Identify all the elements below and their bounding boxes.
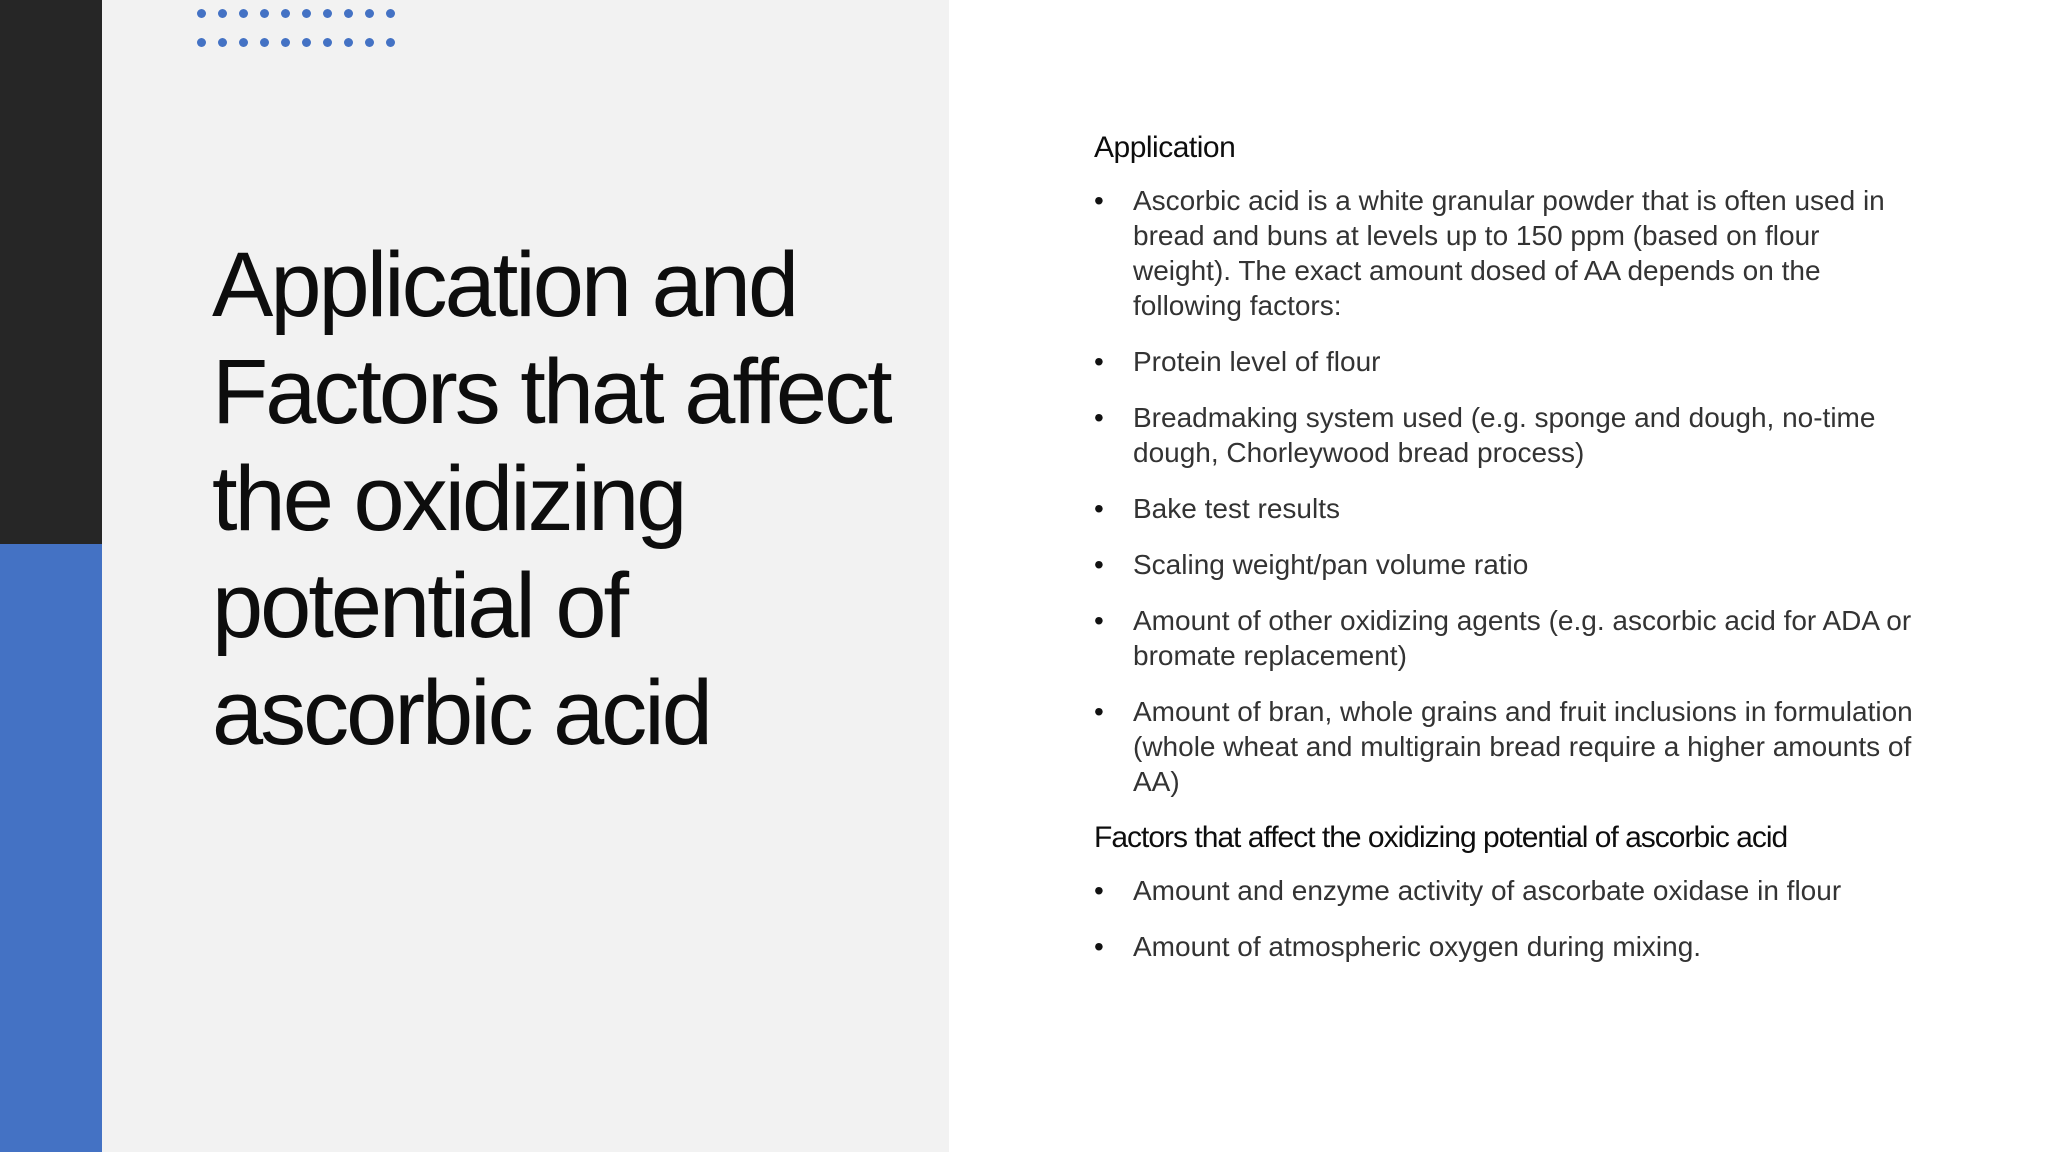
dot <box>323 9 332 18</box>
section-heading: Factors that affect the oxidizing potential of ascorbic acid <box>1094 821 1788 854</box>
dot <box>365 38 374 47</box>
bullet-icon: • <box>1094 931 1104 962</box>
dot <box>344 9 353 18</box>
dot <box>281 38 290 47</box>
bullet-icon: • <box>1094 875 1104 906</box>
list-item <box>1094 603 1914 673</box>
list-item-text: Amount and enzyme activity of ascorbate oxidase in flour <box>1133 875 1842 906</box>
dot <box>239 38 248 47</box>
list-item-text: Amount of atmospheric oxygen during mixing. <box>1133 931 1702 962</box>
bullet-icon: • <box>1094 346 1104 377</box>
list-item <box>1094 400 1914 470</box>
list-item <box>1094 344 1914 379</box>
list-item-text: Scaling weight/pan volume ratio <box>1133 549 1529 580</box>
list-item <box>1094 547 1914 582</box>
list-item <box>1094 491 1914 526</box>
bullet-icon: • <box>1094 493 1104 524</box>
list-item-text: Breadmaking system used (e.g. sponge and dough, no-time dough, Chorleywood bread process) <box>1133 402 1876 468</box>
dot <box>386 9 395 18</box>
dot <box>260 38 269 47</box>
dot <box>386 38 395 47</box>
dot <box>218 38 227 47</box>
list-item-text: Amount of other oxidizing agents (e.g. ascorbic acid for ADA or bromate replacement) <box>1133 605 1912 671</box>
section-heading: Application <box>1094 131 1236 164</box>
bullet-icon: • <box>1094 605 1104 636</box>
accent-bar-dark <box>0 0 102 544</box>
list-item-text: Protein level of flour <box>1133 346 1381 377</box>
dot <box>302 9 311 18</box>
slide-title: Application and Factors that affect the oxidizing potential of ascorbic acid <box>212 234 890 764</box>
list-item <box>1094 694 1914 799</box>
bullet-icon: • <box>1094 549 1104 580</box>
list-item-text: Ascorbic acid is a white granular powder that is often used in bread and buns at levels up to 150 ppm (based on flour weight). The exact amount dosed of AA depends on the following factors: <box>1133 185 1885 321</box>
accent-bar-blue <box>0 544 102 1152</box>
dot <box>344 38 353 47</box>
content-area <box>1094 130 1914 985</box>
list-item-text: Bake test results <box>1133 493 1340 524</box>
bullet-list <box>1094 873 1914 964</box>
dot <box>365 9 374 18</box>
dot <box>302 38 311 47</box>
bullet-icon: • <box>1094 696 1104 727</box>
bullet-icon: • <box>1094 402 1104 433</box>
dot <box>197 9 206 18</box>
list-item-text: Amount of bran, whole grains and fruit inclusions in formulation (whole wheat and multigrain bread require a higher amounts of AA) <box>1133 696 1913 797</box>
dot <box>323 38 332 47</box>
bullet-icon: • <box>1094 185 1104 216</box>
dot <box>239 9 248 18</box>
dot-grid-icon <box>197 9 395 47</box>
list-item <box>1094 183 1914 323</box>
dot <box>197 38 206 47</box>
dot <box>281 9 290 18</box>
bullet-list <box>1094 183 1914 799</box>
list-item <box>1094 873 1914 908</box>
dot <box>260 9 269 18</box>
list-item <box>1094 929 1914 964</box>
dot <box>218 9 227 18</box>
